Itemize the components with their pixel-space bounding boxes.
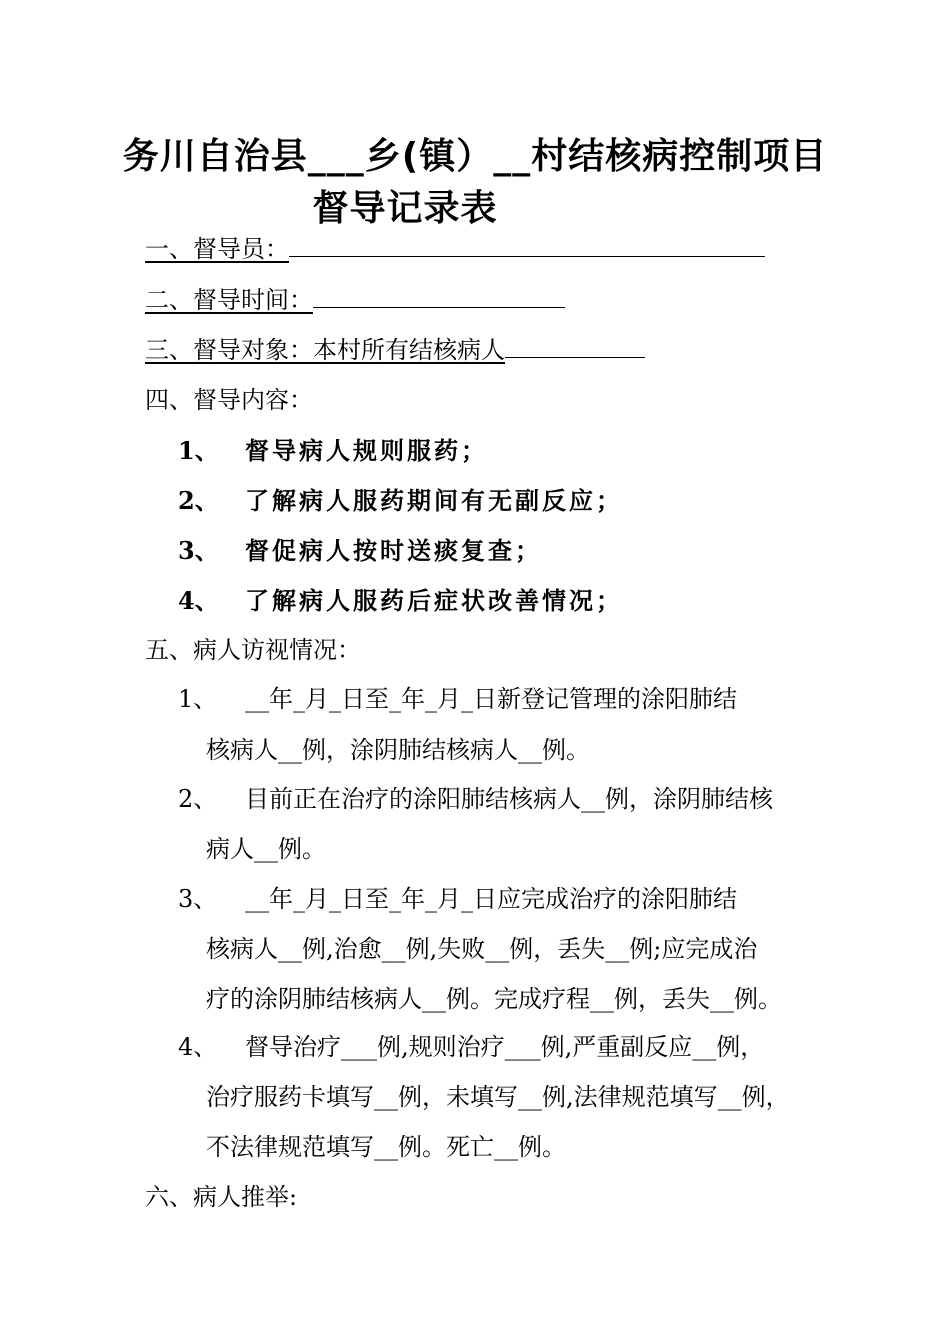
visit-item-4-line2: 治疗服药卡填写__例，未填写__例,法律规范填写__例，	[206, 1083, 790, 1111]
visit-item-1-line1: __年_月_日至_年_月_日新登记管理的涂阳肺结	[245, 685, 737, 713]
visit-item-2-line1: 目前正在治疗的涂阳肺结核病人__例，涂阴肺结核	[245, 785, 773, 813]
visit-item-1-num: 1、	[178, 685, 218, 713]
document-title-line1: 务川自治县___乡(镇）__村结核病控制项目	[122, 136, 828, 177]
target-blank	[505, 335, 645, 358]
recommend-heading: 六、病人推举:	[145, 1183, 298, 1211]
visit-item-2-line2: 病人__例。	[206, 835, 326, 863]
visit-item-1-line2: 核病人__例，涂阴肺结核病人__例。	[206, 736, 590, 764]
time-field	[145, 283, 565, 317]
visit-item-3-line2: 核病人__例,治愈__例,失败__例，丢失__例;应完成治	[206, 935, 758, 963]
visit-item-4-line1: 督导治疗___例,规则治疗___例,严重副反应__例，	[245, 1033, 765, 1061]
content-item-1-text: 督导病人规则服药；	[245, 437, 488, 465]
visit-item-4-line3: 不法律规范填写__例。死亡__例。	[206, 1133, 566, 1161]
visit-item-3-num: 3、	[178, 885, 218, 913]
supervisor-label: 一、督导员：	[145, 235, 289, 263]
time-blank	[313, 285, 565, 308]
time-label: 二、督导时间：	[145, 286, 313, 314]
content-item-3-text: 督促病人按时送痰复查；	[245, 537, 542, 565]
content-item-3-num: 3、	[178, 536, 219, 565]
supervisor-field	[145, 232, 765, 266]
content-item-4-num: 4、	[178, 586, 219, 615]
content-item-2-num: 2、	[178, 486, 219, 515]
visit-item-3-line3: 疗的涂阴肺结核病人__例。完成疗程__例，丢失__例。	[206, 985, 782, 1013]
visits-heading: 五、病人访视情况：	[145, 636, 361, 664]
target-label: 三、督导对象：	[145, 336, 313, 364]
target-value: 本村所有结核病人	[313, 336, 505, 364]
target-field	[145, 333, 645, 367]
visit-item-3-line1: __年_月_日至_年_月_日应完成治疗的涂阳肺结	[245, 885, 737, 913]
content-item-1-num: 1、	[178, 436, 219, 465]
content-item-4-text: 了解病人服药后症状改善情况；	[245, 587, 623, 615]
supervisor-blank	[289, 234, 765, 257]
visit-item-2-num: 2、	[178, 785, 218, 813]
content-item-2-text: 了解病人服药期间有无副反应；	[245, 487, 623, 515]
visit-item-4-num: 4、	[178, 1033, 218, 1061]
document-title-line2: 督导记录表	[312, 188, 498, 229]
content-heading: 四、督导内容：	[145, 386, 313, 414]
